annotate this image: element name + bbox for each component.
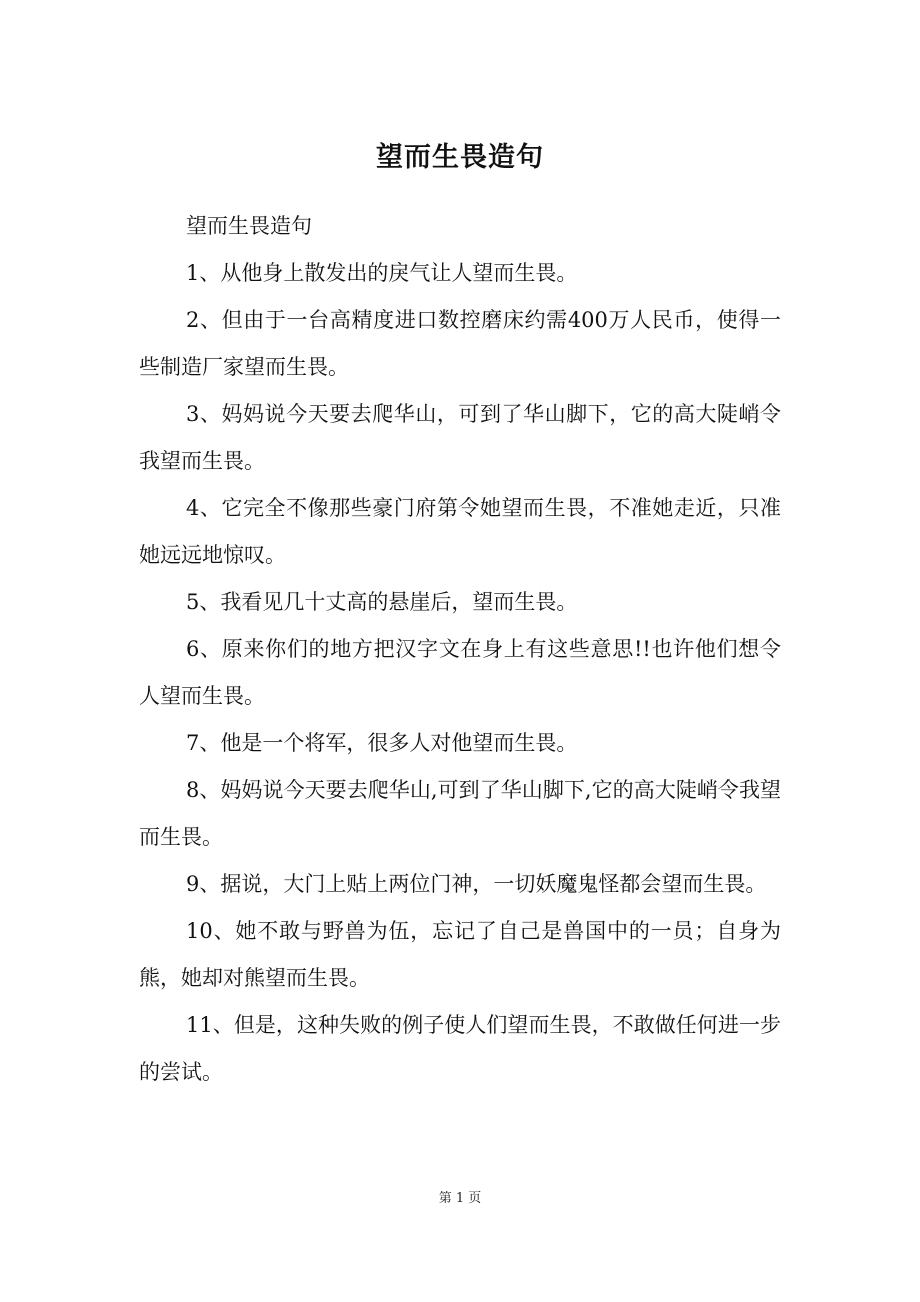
sentence-8: 8、妈妈说今天要去爬华山,可到了华山脚下,它的高大陡峭令我望而生畏。 [139, 778, 781, 849]
sentence-10: 10、她不敢与野兽为伍，忘记了自己是兽国中的一员；自身为熊，她却对熊望而生畏。 [139, 919, 781, 990]
sentence-1: 1、从他身上散发出的戾气让人望而生畏。 [186, 261, 578, 285]
page-number-footer: 第 1 页 [438, 1191, 482, 1206]
sentence-4: 4、它完全不像那些豪门府第令她望而生畏，不准她走近，只准她远远地惊叹。 [139, 496, 781, 567]
sentence-6: 6、原来你们的地方把汉字文在身上有这些意思!!也许他们想令人望而生畏。 [139, 637, 781, 708]
sentence-9: 9、据说，大门上贴上两位门神，一切妖魔鬼怪都会望而生畏。 [186, 872, 767, 896]
sentence-2: 2、但由于一台高精度进口数控磨床约需400万人民币，使得一些制造厂家望而生畏。 [139, 308, 781, 379]
sentence-11: 11、但是，这种失败的例子使人们望而生畏，不敢做任何进一步的尝试。 [139, 1013, 781, 1084]
paragraph-heading: 望而生畏造句 [186, 214, 312, 238]
document-title: 望而生畏造句 [376, 142, 544, 173]
sentence-5: 5、我看见几十丈高的悬崖后，望而生畏。 [186, 590, 578, 614]
sentence-3: 3、妈妈说今天要去爬华山，可到了华山脚下，它的高大陡峭令我望而生畏。 [139, 402, 781, 473]
sentence-7: 7、他是一个将军，很多人对他望而生畏。 [186, 731, 578, 755]
document-body [139, 203, 781, 1096]
